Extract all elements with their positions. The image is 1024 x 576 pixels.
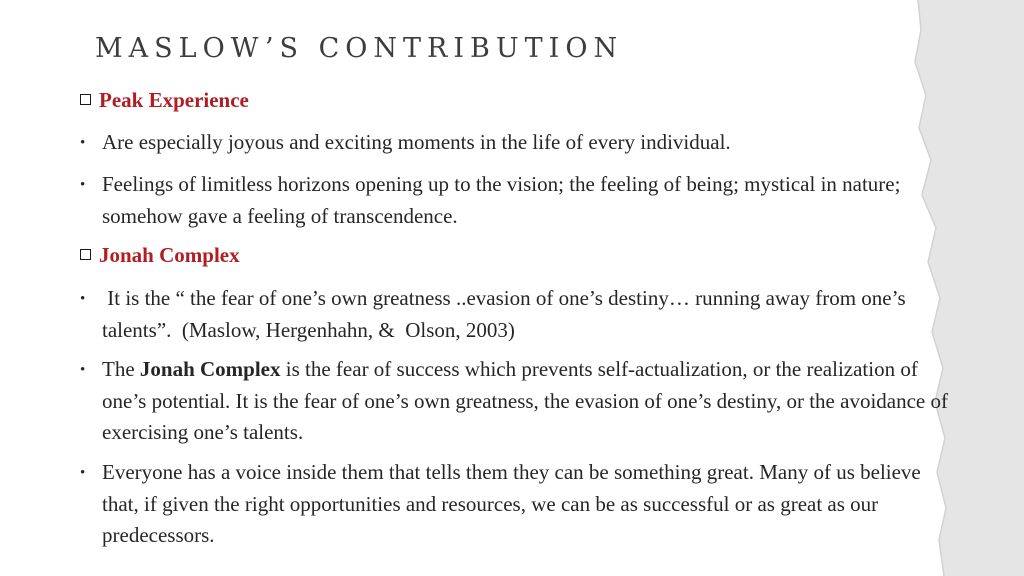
- bullet-text: Are especially joyous and exciting moments in the life of every individual.: [102, 130, 731, 154]
- bullet-dot-icon: •: [80, 135, 86, 151]
- bullet-dot-icon: •: [80, 362, 86, 378]
- section-heading-jonah-complex: [80, 243, 930, 268]
- checkbox-bullet-icon: [80, 249, 91, 260]
- bullet-text-prefix: The: [102, 357, 140, 381]
- bullet-item: [80, 457, 952, 551]
- bullet-text-bold-term: Jonah Complex: [139, 357, 281, 381]
- slide-title: MASLOW’S CONTRIBUTION: [95, 33, 624, 64]
- bullet-item: [80, 169, 952, 232]
- bullet-item: [80, 283, 952, 346]
- bullet-text: It is the “ the fear of one’s own greatness ..evasion of one’s destiny… running away from one’s talents”. (Maslow, Hergenhahn, & Olson, 2003): [102, 286, 911, 342]
- bullet-dot-icon: •: [80, 291, 86, 307]
- bullet-text: Feelings of limitless horizons opening up to the vision; the feeling of being; mystical in nature; somehow gave a feeling of transcendence.: [102, 172, 901, 228]
- bullet-text-suffix: is the fear of success which prevents self-actualization, or the realization of one’s potential. It is the fear of one’s own greatness, the evasion of one’s destiny, or the avoidance of exercising one’s talents.: [102, 357, 948, 444]
- heading-text: Jonah Complex: [99, 243, 240, 267]
- bullet-dot-icon: •: [80, 177, 86, 193]
- bullet-item: [80, 354, 952, 448]
- heading-text: Peak Experience: [99, 88, 249, 112]
- checkbox-bullet-icon: [80, 94, 91, 105]
- section-heading-peak-experience: [80, 88, 930, 113]
- bullet-dot-icon: •: [80, 465, 86, 481]
- bullet-text: Everyone has a voice inside them that tells them they can be something great. Many of us believe that, if given the right opportunities and resources, we can be as successful or as great as our predecessors.: [102, 460, 921, 547]
- bullet-item: [80, 127, 952, 159]
